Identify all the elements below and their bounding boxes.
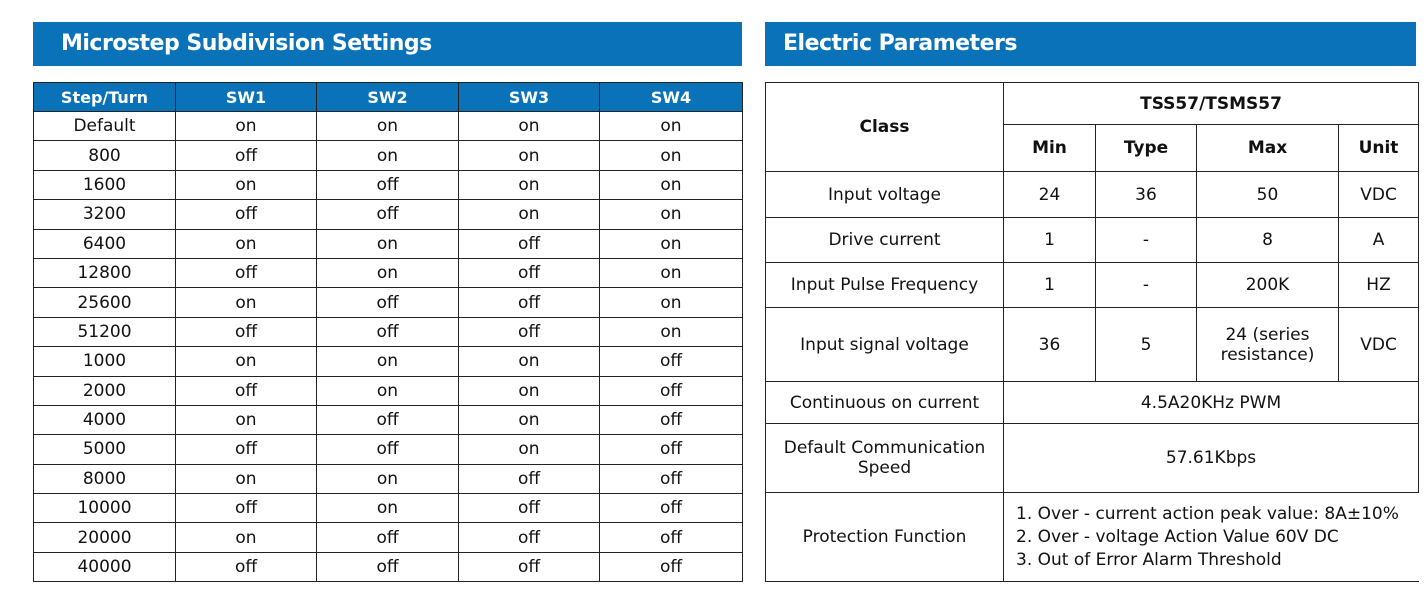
sw1-cell: off xyxy=(176,141,317,170)
param-name: Input signal voltage xyxy=(766,308,1004,382)
comm-speed-row xyxy=(766,424,1419,493)
sw2-cell: off xyxy=(317,552,459,581)
microstep-row xyxy=(34,376,743,405)
sw4-cell: off xyxy=(600,376,743,405)
sw1-cell: off xyxy=(176,552,317,581)
param-type: 36 xyxy=(1096,172,1197,218)
param-type: - xyxy=(1096,218,1197,263)
sw2-cell: off xyxy=(317,435,459,464)
microstep-row xyxy=(34,229,743,258)
microstep-row xyxy=(34,317,743,346)
sw4-cell: off xyxy=(600,405,743,434)
param-name: Drive current xyxy=(766,218,1004,263)
param-max: 8 xyxy=(1197,218,1339,263)
protection-label: Protection Function xyxy=(766,493,1004,582)
sw4-cell: off xyxy=(600,494,743,523)
comm-speed-label: Default Communication Speed xyxy=(766,424,1004,493)
microstep-body xyxy=(34,112,743,582)
sw2-cell: off xyxy=(317,405,459,434)
sw4-cell: on xyxy=(600,141,743,170)
sw3-cell: on xyxy=(459,435,600,464)
continuous-current-label: Continuous on current xyxy=(766,382,1004,424)
sw3-cell: off xyxy=(459,288,600,317)
param-row-signal-voltage xyxy=(766,308,1419,382)
sw3-cell: on xyxy=(459,170,600,199)
model-header: TSS57/TSMS57 xyxy=(1004,83,1419,125)
header-sw3: SW3 xyxy=(459,83,600,112)
sw3-cell: off xyxy=(459,494,600,523)
sw2-cell: off xyxy=(317,523,459,552)
microstep-row xyxy=(34,464,743,493)
sw2-cell: off xyxy=(317,317,459,346)
microstep-row xyxy=(34,141,743,170)
header-sw2: SW2 xyxy=(317,83,459,112)
param-unit: VDC xyxy=(1339,308,1419,382)
step-turn-cell: 1000 xyxy=(34,347,176,376)
sw1-cell: off xyxy=(176,200,317,229)
protection-line-3: 3. Out of Error Alarm Threshold xyxy=(1016,549,1282,570)
sw1-cell: on xyxy=(176,464,317,493)
sw2-cell: on xyxy=(317,464,459,493)
sw3-cell: on xyxy=(459,141,600,170)
sw1-cell: on xyxy=(176,112,317,141)
step-turn-cell: 51200 xyxy=(34,317,176,346)
param-type: 5 xyxy=(1096,308,1197,382)
param-max: 24 (series resistance) xyxy=(1197,308,1339,382)
sw2-cell: on xyxy=(317,141,459,170)
microstep-row xyxy=(34,347,743,376)
sw4-cell: on xyxy=(600,258,743,287)
microstep-row xyxy=(34,170,743,199)
microstep-title: Microstep Subdivision Settings xyxy=(61,31,432,56)
sw1-cell: off xyxy=(176,376,317,405)
sw4-cell: on xyxy=(600,229,743,258)
col-type-header: Type xyxy=(1096,125,1197,172)
sw1-cell: on xyxy=(176,523,317,552)
param-min: 1 xyxy=(1004,218,1096,263)
microstep-row xyxy=(34,435,743,464)
step-turn-cell: 800 xyxy=(34,141,176,170)
sw1-cell: on xyxy=(176,405,317,434)
sw2-cell: on xyxy=(317,229,459,258)
class-header: Class xyxy=(766,83,1004,172)
protection-line-2: 2. Over - voltage Action Value 60V DC xyxy=(1016,526,1339,547)
sw4-cell: on xyxy=(600,112,743,141)
sw4-cell: off xyxy=(600,552,743,581)
param-name: Input voltage xyxy=(766,172,1004,218)
param-unit: HZ xyxy=(1339,263,1419,308)
sw3-cell: off xyxy=(459,464,600,493)
col-min-header: Min xyxy=(1004,125,1096,172)
param-max: 200K xyxy=(1197,263,1339,308)
sw1-cell: off xyxy=(176,435,317,464)
param-name: Input Pulse Frequency xyxy=(766,263,1004,308)
protection-line-1: 1. Over - current action peak value: 8A±10% xyxy=(1016,503,1399,524)
step-turn-cell: 12800 xyxy=(34,258,176,287)
microstep-row xyxy=(34,405,743,434)
continuous-current-row xyxy=(766,382,1419,424)
sw3-cell: off xyxy=(459,552,600,581)
microstep-row xyxy=(34,552,743,581)
sw2-cell: on xyxy=(317,258,459,287)
sw1-cell: on xyxy=(176,347,317,376)
comm-speed-value: 57.61Kbps xyxy=(1004,424,1419,493)
microstep-table xyxy=(33,82,743,582)
param-max: 50 xyxy=(1197,172,1339,218)
sw2-cell: on xyxy=(317,347,459,376)
sw4-cell: on xyxy=(600,288,743,317)
protection-row xyxy=(766,493,1419,582)
microstep-title-banner xyxy=(33,22,742,66)
step-turn-cell: 40000 xyxy=(34,552,176,581)
param-unit: A xyxy=(1339,218,1419,263)
electric-title: Electric Parameters xyxy=(783,31,1017,56)
header-sw1: SW1 xyxy=(176,83,317,112)
sw1-cell: on xyxy=(176,229,317,258)
sw4-cell: on xyxy=(600,200,743,229)
model-row xyxy=(766,83,1419,125)
sw1-cell: off xyxy=(176,494,317,523)
step-turn-cell: 8000 xyxy=(34,464,176,493)
step-turn-cell: 25600 xyxy=(34,288,176,317)
step-turn-cell: 3200 xyxy=(34,200,176,229)
step-turn-cell: 20000 xyxy=(34,523,176,552)
param-min: 1 xyxy=(1004,263,1096,308)
microstep-row xyxy=(34,258,743,287)
sw3-cell: on xyxy=(459,405,600,434)
sw3-cell: off xyxy=(459,317,600,346)
param-unit: VDC xyxy=(1339,172,1419,218)
sw3-cell: on xyxy=(459,376,600,405)
sw3-cell: on xyxy=(459,200,600,229)
sw3-cell: on xyxy=(459,112,600,141)
param-row-input-voltage xyxy=(766,172,1419,218)
sw1-cell: off xyxy=(176,258,317,287)
sw2-cell: off xyxy=(317,170,459,199)
microstep-row xyxy=(34,523,743,552)
sw4-cell: off xyxy=(600,435,743,464)
sw4-cell: on xyxy=(600,170,743,199)
electric-title-banner xyxy=(765,22,1416,66)
step-turn-cell: 4000 xyxy=(34,405,176,434)
header-sw4: SW4 xyxy=(600,83,743,112)
sw1-cell: on xyxy=(176,288,317,317)
param-row-pulse-frequency xyxy=(766,263,1419,308)
sw4-cell: off xyxy=(600,464,743,493)
microstep-row xyxy=(34,112,743,141)
sw3-cell: off xyxy=(459,523,600,552)
sw2-cell: off xyxy=(317,200,459,229)
header-step-turn: Step/Turn xyxy=(34,83,176,112)
sw2-cell: on xyxy=(317,376,459,405)
param-row-drive-current xyxy=(766,218,1419,263)
col-unit-header: Unit xyxy=(1339,125,1419,172)
sw4-cell: on xyxy=(600,317,743,346)
sw3-cell: on xyxy=(459,347,600,376)
microstep-header-row xyxy=(34,83,743,112)
param-min: 24 xyxy=(1004,172,1096,218)
step-turn-cell: 5000 xyxy=(34,435,176,464)
electric-parameters-table xyxy=(765,82,1419,582)
step-turn-cell: 1600 xyxy=(34,170,176,199)
step-turn-cell: 2000 xyxy=(34,376,176,405)
sw3-cell: off xyxy=(459,229,600,258)
sw1-cell: on xyxy=(176,170,317,199)
step-turn-cell: 10000 xyxy=(34,494,176,523)
sw4-cell: off xyxy=(600,347,743,376)
step-turn-cell: Default xyxy=(34,112,176,141)
microstep-row xyxy=(34,200,743,229)
sw2-cell: off xyxy=(317,288,459,317)
microstep-row xyxy=(34,494,743,523)
sw4-cell: off xyxy=(600,523,743,552)
sw3-cell: off xyxy=(459,258,600,287)
microstep-row xyxy=(34,288,743,317)
col-max-header: Max xyxy=(1197,125,1339,172)
sw2-cell: on xyxy=(317,494,459,523)
sw2-cell: on xyxy=(317,112,459,141)
param-min: 36 xyxy=(1004,308,1096,382)
step-turn-cell: 6400 xyxy=(34,229,176,258)
continuous-current-value: 4.5A20KHz PWM xyxy=(1004,382,1419,424)
param-type: - xyxy=(1096,263,1197,308)
protection-value xyxy=(1004,493,1419,582)
sw1-cell: off xyxy=(176,317,317,346)
